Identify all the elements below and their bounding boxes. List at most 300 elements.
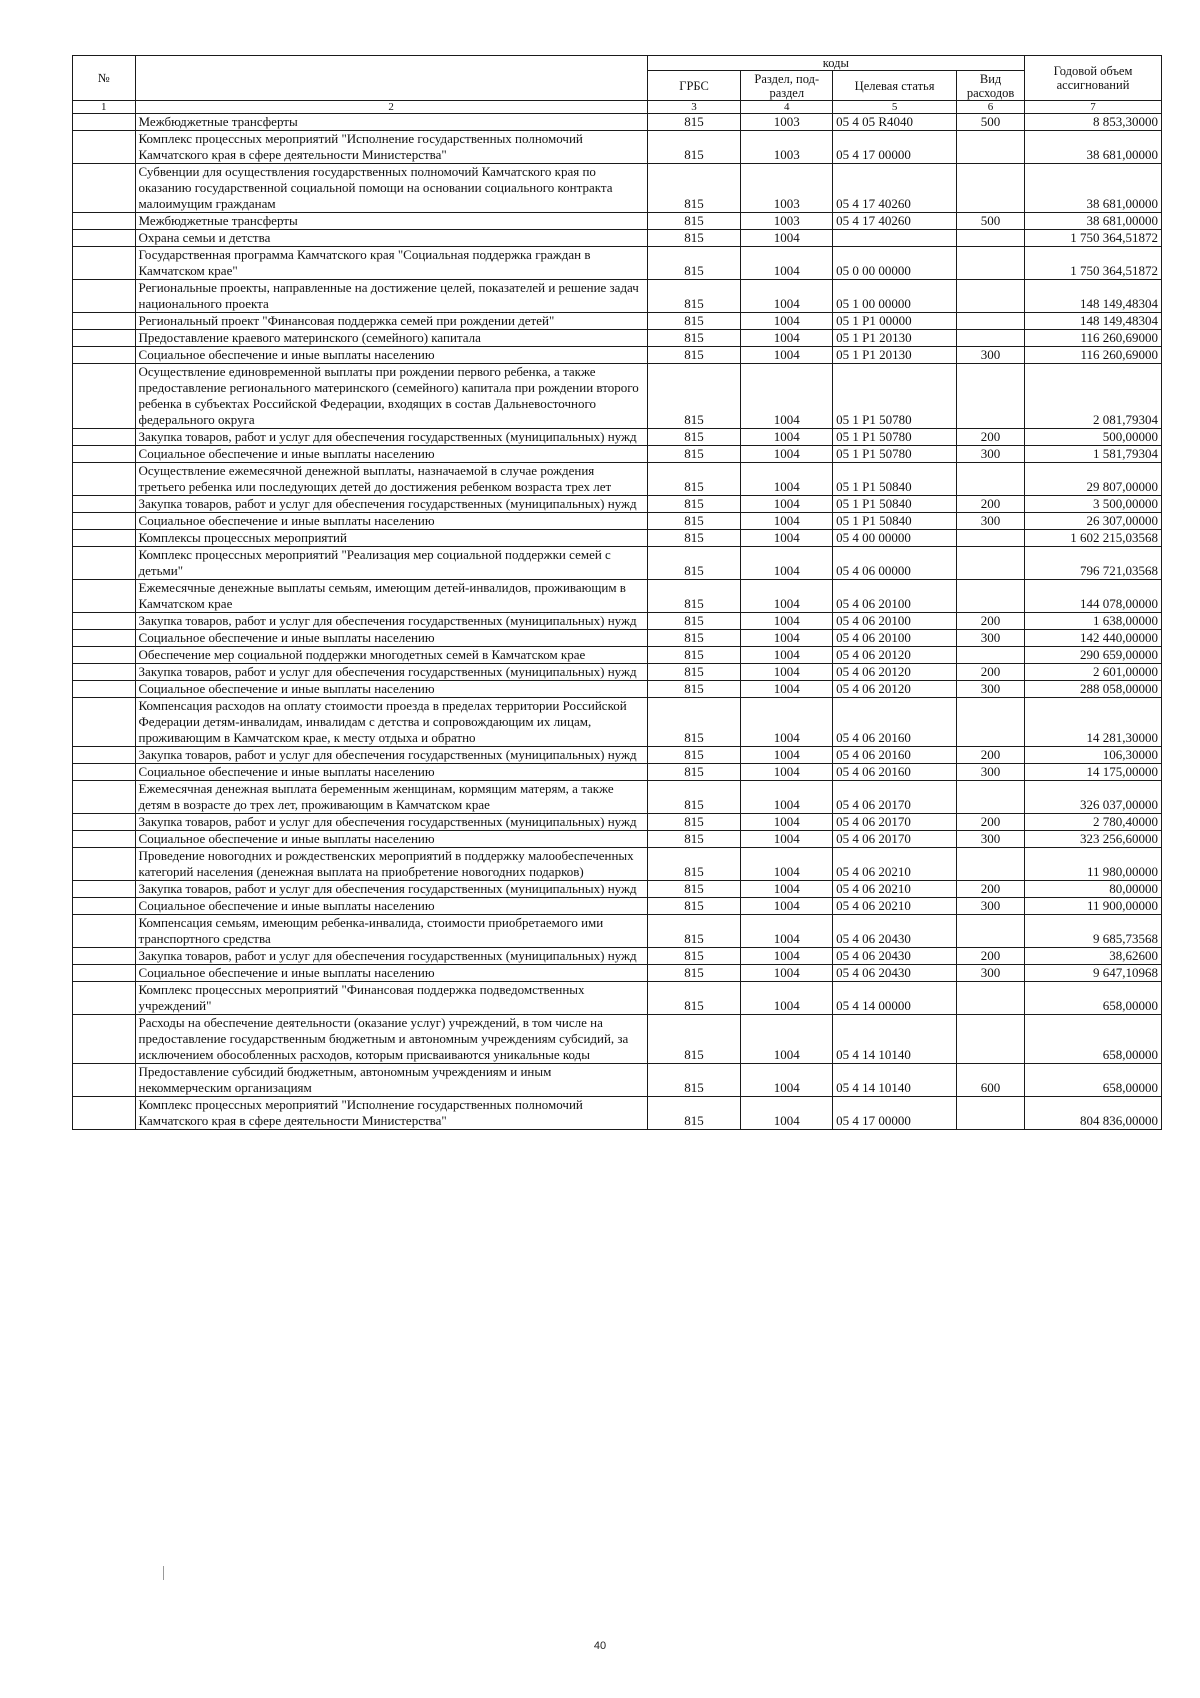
- column-number: 2: [135, 101, 647, 114]
- row-name: Социальное обеспечение и иные выплаты населению: [135, 965, 647, 982]
- row-vid: [957, 580, 1025, 613]
- row-name: Предоставление краевого материнского (семейного) капитала: [135, 330, 647, 347]
- row-target: 05 4 06 20430: [833, 965, 957, 982]
- row-name: Ежемесячная денежная выплата беременным женщинам, кормящим матерям, а также детям в возрасте до трех лет, проживающим в Камчатском крае: [135, 781, 647, 814]
- column-number: 1: [73, 101, 136, 114]
- row-number-cell: [73, 580, 136, 613]
- row-name: Социальное обеспечение и иные выплаты населению: [135, 513, 647, 530]
- row-grbs: 815: [647, 463, 741, 496]
- row-section: 1004: [741, 429, 833, 446]
- table-row: [73, 948, 1162, 965]
- row-name: Обеспечение мер социальной поддержки многодетных семей в Камчатском крае: [135, 647, 647, 664]
- row-section: 1004: [741, 630, 833, 647]
- row-target: 05 1 P1 00000: [833, 313, 957, 330]
- row-vid: 300: [957, 965, 1025, 982]
- table-row: [73, 347, 1162, 364]
- table-row: [73, 698, 1162, 747]
- row-grbs: 815: [647, 513, 741, 530]
- row-section: 1004: [741, 698, 833, 747]
- row-amount: 38 681,00000: [1025, 164, 1162, 213]
- table-row: [73, 681, 1162, 698]
- row-section: 1004: [741, 1015, 833, 1064]
- row-target: 05 4 06 20170: [833, 814, 957, 831]
- row-number-cell: [73, 781, 136, 814]
- row-grbs: 815: [647, 1064, 741, 1097]
- row-number-cell: [73, 347, 136, 364]
- row-number-cell: [73, 463, 136, 496]
- row-target: 05 0 00 00000: [833, 247, 957, 280]
- row-amount: 38 681,00000: [1025, 213, 1162, 230]
- row-vid: 500: [957, 114, 1025, 131]
- row-name: Социальное обеспечение и иные выплаты населению: [135, 446, 647, 463]
- row-amount: 14 175,00000: [1025, 764, 1162, 781]
- row-amount: 1 750 364,51872: [1025, 247, 1162, 280]
- row-name: Государственная программа Камчатского края "Социальная поддержка граждан в Камчатском крае": [135, 247, 647, 280]
- row-amount: 14 281,30000: [1025, 698, 1162, 747]
- row-number-cell: [73, 513, 136, 530]
- row-section: 1004: [741, 280, 833, 313]
- row-grbs: 815: [647, 848, 741, 881]
- row-section: 1004: [741, 513, 833, 530]
- row-target: 05 4 05 R4040: [833, 114, 957, 131]
- row-amount: 38,62600: [1025, 948, 1162, 965]
- row-name: Комплекс процессных мероприятий "Финансовая поддержка подведомственных учреждений": [135, 982, 647, 1015]
- table-row: [73, 463, 1162, 496]
- row-section: 1003: [741, 213, 833, 230]
- table-row: [73, 965, 1162, 982]
- row-name: Расходы на обеспечение деятельности (оказание услуг) учреждений, в том числе на предоставление государственным бюджетным и автономным учреждениям субсидий, за исключением обособленных расходов, которым присваиваются уникальные коды: [135, 1015, 647, 1064]
- row-grbs: 815: [647, 230, 741, 247]
- row-target: 05 1 P1 50780: [833, 446, 957, 463]
- row-name: Предоставление субсидий бюджетным, автономным учреждениям и иным некоммерческим организациям: [135, 1064, 647, 1097]
- row-amount: 2 601,00000: [1025, 664, 1162, 681]
- row-vid: [957, 1015, 1025, 1064]
- row-grbs: 815: [647, 613, 741, 630]
- row-number-cell: [73, 280, 136, 313]
- row-vid: [957, 982, 1025, 1015]
- row-amount: 658,00000: [1025, 982, 1162, 1015]
- row-target: 05 4 06 20100: [833, 630, 957, 647]
- row-section: 1004: [741, 230, 833, 247]
- column-number: 6: [957, 101, 1025, 114]
- row-target: 05 4 06 20120: [833, 647, 957, 664]
- row-target: 05 1 P1 50840: [833, 463, 957, 496]
- row-number-cell: [73, 915, 136, 948]
- column-number: 7: [1025, 101, 1162, 114]
- row-name: Субвенции для осуществления государственных полномочий Камчатского края по оказанию государственной социальной помощи на основании социального контракта малоимущим гражданам: [135, 164, 647, 213]
- table-row: [73, 247, 1162, 280]
- table-row: [73, 1064, 1162, 1097]
- row-vid: [957, 530, 1025, 547]
- table-row: [73, 164, 1162, 213]
- row-number-cell: [73, 747, 136, 764]
- row-amount: 290 659,00000: [1025, 647, 1162, 664]
- row-number-cell: [73, 313, 136, 330]
- header-amount: Годовой объем ассигнований: [1025, 56, 1162, 101]
- row-vid: 600: [957, 1064, 1025, 1097]
- row-target: 05 1 P1 50840: [833, 496, 957, 513]
- row-section: 1004: [741, 915, 833, 948]
- row-name: Социальное обеспечение и иные выплаты населению: [135, 630, 647, 647]
- row-target: 05 4 06 20210: [833, 898, 957, 915]
- row-name: Социальное обеспечение и иные выплаты населению: [135, 347, 647, 364]
- row-grbs: 815: [647, 982, 741, 1015]
- row-section: 1004: [741, 664, 833, 681]
- row-number-cell: [73, 1097, 136, 1130]
- row-target: 05 4 17 00000: [833, 1097, 957, 1130]
- row-name: Осуществление ежемесячной денежной выплаты, назначаемой в случае рождения третьего ребенка или последующих детей до достижения ребенком возраста трех лет: [135, 463, 647, 496]
- row-grbs: 815: [647, 446, 741, 463]
- row-vid: [957, 280, 1025, 313]
- row-amount: 796 721,03568: [1025, 547, 1162, 580]
- row-amount: 148 149,48304: [1025, 280, 1162, 313]
- table-row: [73, 1015, 1162, 1064]
- row-name: Комплексы процессных мероприятий: [135, 530, 647, 547]
- row-number-cell: [73, 164, 136, 213]
- row-amount: 658,00000: [1025, 1064, 1162, 1097]
- row-section: 1004: [741, 247, 833, 280]
- row-vid: [957, 647, 1025, 664]
- table-row: [73, 446, 1162, 463]
- row-vid: 200: [957, 747, 1025, 764]
- table-row: [73, 915, 1162, 948]
- row-target: 05 4 06 20160: [833, 747, 957, 764]
- row-amount: 326 037,00000: [1025, 781, 1162, 814]
- table-row: [73, 280, 1162, 313]
- row-target: 05 4 06 20160: [833, 698, 957, 747]
- row-target: 05 4 00 00000: [833, 530, 957, 547]
- table-row: [73, 764, 1162, 781]
- row-target: 05 4 17 00000: [833, 131, 957, 164]
- row-amount: 8 853,30000: [1025, 114, 1162, 131]
- row-target: 05 4 06 20120: [833, 664, 957, 681]
- table-row: [73, 530, 1162, 547]
- row-grbs: 815: [647, 814, 741, 831]
- row-amount: 80,00000: [1025, 881, 1162, 898]
- row-vid: [957, 781, 1025, 814]
- row-amount: 116 260,69000: [1025, 347, 1162, 364]
- table-row: [73, 213, 1162, 230]
- row-section: 1004: [741, 848, 833, 881]
- row-number-cell: [73, 647, 136, 664]
- row-grbs: 815: [647, 313, 741, 330]
- row-grbs: 815: [647, 781, 741, 814]
- row-grbs: 815: [647, 630, 741, 647]
- row-target: 05 1 P1 20130: [833, 347, 957, 364]
- row-number-cell: [73, 1015, 136, 1064]
- row-amount: 3 500,00000: [1025, 496, 1162, 513]
- row-amount: 2 081,79304: [1025, 364, 1162, 429]
- row-number-cell: [73, 446, 136, 463]
- row-section: 1004: [741, 948, 833, 965]
- row-number-cell: [73, 982, 136, 1015]
- header-number: №: [73, 56, 136, 101]
- row-section: 1004: [741, 463, 833, 496]
- row-grbs: 815: [647, 681, 741, 698]
- row-number-cell: [73, 330, 136, 347]
- row-amount: 288 058,00000: [1025, 681, 1162, 698]
- table-row: [73, 630, 1162, 647]
- row-grbs: 815: [647, 747, 741, 764]
- row-vid: [957, 463, 1025, 496]
- row-grbs: 815: [647, 330, 741, 347]
- row-name: Комплекс процессных мероприятий "Реализация мер социальной поддержки семей с детьми": [135, 547, 647, 580]
- row-name: Осуществление единовременной выплаты при рождении первого ребенка, а также предоставление регионального материнского (семейного) капитала при рождении второго ребенка в субъектах Российской Федерации, входящих в состав Дальневосточного федерального округа: [135, 364, 647, 429]
- table-row: [73, 747, 1162, 764]
- row-grbs: 815: [647, 131, 741, 164]
- row-section: 1004: [741, 831, 833, 848]
- row-amount: 29 807,00000: [1025, 463, 1162, 496]
- table-row: [73, 831, 1162, 848]
- table-row: [73, 330, 1162, 347]
- row-grbs: 815: [647, 213, 741, 230]
- row-target: 05 4 06 20430: [833, 948, 957, 965]
- row-section: 1004: [741, 330, 833, 347]
- row-section: 1004: [741, 347, 833, 364]
- row-vid: [957, 131, 1025, 164]
- row-name: Социальное обеспечение и иные выплаты населению: [135, 764, 647, 781]
- row-vid: 300: [957, 898, 1025, 915]
- row-number-cell: [73, 764, 136, 781]
- row-target: 05 4 06 20210: [833, 848, 957, 881]
- row-number-cell: [73, 698, 136, 747]
- row-name: Закупка товаров, работ и услуг для обеспечения государственных (муниципальных) нужд: [135, 948, 647, 965]
- row-number-cell: [73, 613, 136, 630]
- table-row: [73, 547, 1162, 580]
- row-name: Комплекс процессных мероприятий "Исполнение государственных полномочий Камчатского края в сфере деятельности Министерства": [135, 1097, 647, 1130]
- row-vid: 200: [957, 664, 1025, 681]
- row-target: 05 4 14 10140: [833, 1015, 957, 1064]
- table-row: [73, 647, 1162, 664]
- row-target: 05 1 P1 50840: [833, 513, 957, 530]
- table-row: [73, 131, 1162, 164]
- row-target: 05 1 P1 50780: [833, 429, 957, 446]
- row-number-cell: [73, 664, 136, 681]
- row-amount: 142 440,00000: [1025, 630, 1162, 647]
- row-number-cell: [73, 848, 136, 881]
- row-vid: 200: [957, 948, 1025, 965]
- row-target: 05 4 14 00000: [833, 982, 957, 1015]
- row-amount: 11 900,00000: [1025, 898, 1162, 915]
- row-name: Комплекс процессных мероприятий "Исполнение государственных полномочий Камчатского края в сфере деятельности Министерства": [135, 131, 647, 164]
- header-target: Целевая статья: [833, 71, 957, 101]
- table-row: [73, 513, 1162, 530]
- table-body: [73, 114, 1162, 1130]
- row-number-cell: [73, 948, 136, 965]
- table-row: [73, 313, 1162, 330]
- row-section: 1004: [741, 747, 833, 764]
- column-number-row: [73, 101, 1162, 114]
- table-row: [73, 814, 1162, 831]
- row-vid: [957, 547, 1025, 580]
- row-grbs: 815: [647, 1015, 741, 1064]
- table-row: [73, 664, 1162, 681]
- row-amount: 26 307,00000: [1025, 513, 1162, 530]
- row-amount: 1 638,00000: [1025, 613, 1162, 630]
- row-section: 1004: [741, 1097, 833, 1130]
- row-target: 05 4 06 20210: [833, 881, 957, 898]
- row-amount: 9 647,10968: [1025, 965, 1162, 982]
- table-row: [73, 848, 1162, 881]
- row-name: Закупка товаров, работ и услуг для обеспечения государственных (муниципальных) нужд: [135, 496, 647, 513]
- row-vid: [957, 1097, 1025, 1130]
- row-grbs: 815: [647, 915, 741, 948]
- row-name: Проведение новогодних и рождественских мероприятий в поддержку малообеспеченных категорий населения (денежная выплата на приобретение новогодних подарков): [135, 848, 647, 881]
- row-number-cell: [73, 364, 136, 429]
- row-section: 1004: [741, 446, 833, 463]
- row-amount: 11 980,00000: [1025, 848, 1162, 881]
- row-name: Закупка товаров, работ и услуг для обеспечения государственных (муниципальных) нужд: [135, 429, 647, 446]
- row-grbs: 815: [647, 664, 741, 681]
- row-amount: 323 256,60000: [1025, 831, 1162, 848]
- row-grbs: 815: [647, 580, 741, 613]
- row-grbs: 815: [647, 698, 741, 747]
- row-name: Закупка товаров, работ и услуг для обеспечения государственных (муниципальных) нужд: [135, 664, 647, 681]
- row-target: 05 4 06 20170: [833, 781, 957, 814]
- row-name: Закупка товаров, работ и услуг для обеспечения государственных (муниципальных) нужд: [135, 814, 647, 831]
- table-row: [73, 898, 1162, 915]
- row-target: [833, 230, 957, 247]
- row-number-cell: [73, 630, 136, 647]
- row-number-cell: [73, 496, 136, 513]
- row-amount: 500,00000: [1025, 429, 1162, 446]
- header-name-column: [135, 56, 647, 101]
- row-vid: 300: [957, 831, 1025, 848]
- row-vid: [957, 230, 1025, 247]
- row-target: 05 4 06 00000: [833, 547, 957, 580]
- row-grbs: 815: [647, 496, 741, 513]
- row-name: Ежемесячные денежные выплаты семьям, имеющим детей-инвалидов, проживающим в Камчатском крае: [135, 580, 647, 613]
- row-target: 05 1 P1 50780: [833, 364, 957, 429]
- row-section: 1004: [741, 814, 833, 831]
- row-section: 1004: [741, 364, 833, 429]
- row-vid: 200: [957, 613, 1025, 630]
- row-target: 05 4 06 20120: [833, 681, 957, 698]
- row-name: Социальное обеспечение и иные выплаты населению: [135, 831, 647, 848]
- row-vid: 300: [957, 513, 1025, 530]
- row-target: 05 4 06 20170: [833, 831, 957, 848]
- row-number-cell: [73, 131, 136, 164]
- budget-table: [72, 55, 1162, 1130]
- row-vid: 300: [957, 630, 1025, 647]
- row-number-cell: [73, 429, 136, 446]
- row-vid: 200: [957, 881, 1025, 898]
- table-row: [73, 781, 1162, 814]
- row-grbs: 815: [647, 280, 741, 313]
- row-target: 05 1 00 00000: [833, 280, 957, 313]
- row-section: 1004: [741, 580, 833, 613]
- row-number-cell: [73, 547, 136, 580]
- header-section: Раздел, под-раздел: [741, 71, 833, 101]
- row-amount: 38 681,00000: [1025, 131, 1162, 164]
- row-target: 05 4 06 20100: [833, 580, 957, 613]
- row-number-cell: [73, 530, 136, 547]
- row-grbs: 815: [647, 114, 741, 131]
- table-row: [73, 881, 1162, 898]
- table-row: [73, 982, 1162, 1015]
- row-number-cell: [73, 898, 136, 915]
- row-amount: 1 602 215,03568: [1025, 530, 1162, 547]
- row-grbs: 815: [647, 347, 741, 364]
- row-grbs: 815: [647, 898, 741, 915]
- row-name: Компенсация расходов на оплату стоимости проезда в пределах территории Российской Федерации детям-инвалидам, инвалидам с детства и сопровождающим их лицам, проживающим в Камчатском крае, к месту отдыха и обратно: [135, 698, 647, 747]
- page-number: 40: [593, 1640, 607, 1652]
- row-name: Компенсация семьям, имеющим ребенка-инвалида, стоимости приобретаемого ими транспортного средства: [135, 915, 647, 948]
- row-vid: [957, 247, 1025, 280]
- row-section: 1004: [741, 982, 833, 1015]
- row-target: 05 1 P1 20130: [833, 330, 957, 347]
- row-number-cell: [73, 831, 136, 848]
- row-grbs: 815: [647, 247, 741, 280]
- header-codes: коды: [647, 56, 1024, 71]
- row-target: 05 4 06 20430: [833, 915, 957, 948]
- row-grbs: 815: [647, 364, 741, 429]
- row-amount: 1 581,79304: [1025, 446, 1162, 463]
- header-grbs: ГРБС: [647, 71, 741, 101]
- row-amount: 2 780,40000: [1025, 814, 1162, 831]
- row-amount: 1 750 364,51872: [1025, 230, 1162, 247]
- header-vid: Вид расходов: [957, 71, 1025, 101]
- row-vid: 500: [957, 213, 1025, 230]
- row-target: 05 4 06 20100: [833, 613, 957, 630]
- row-grbs: 815: [647, 164, 741, 213]
- row-section: 1003: [741, 114, 833, 131]
- column-number: 5: [833, 101, 957, 114]
- row-grbs: 815: [647, 429, 741, 446]
- row-vid: 300: [957, 446, 1025, 463]
- row-grbs: 815: [647, 764, 741, 781]
- row-amount: 148 149,48304: [1025, 313, 1162, 330]
- row-amount: 144 078,00000: [1025, 580, 1162, 613]
- budget-sheet: [72, 55, 1162, 1130]
- row-number-cell: [73, 114, 136, 131]
- row-vid: 300: [957, 681, 1025, 698]
- row-vid: [957, 915, 1025, 948]
- row-section: 1004: [741, 898, 833, 915]
- row-section: 1004: [741, 647, 833, 664]
- row-grbs: 815: [647, 547, 741, 580]
- row-name: Социальное обеспечение и иные выплаты населению: [135, 898, 647, 915]
- row-name: Закупка товаров, работ и услуг для обеспечения государственных (муниципальных) нужд: [135, 881, 647, 898]
- row-grbs: 815: [647, 1097, 741, 1130]
- row-grbs: 815: [647, 881, 741, 898]
- row-section: 1003: [741, 131, 833, 164]
- row-vid: 200: [957, 429, 1025, 446]
- row-amount: 116 260,69000: [1025, 330, 1162, 347]
- row-name: Региональные проекты, направленные на достижение целей, показателей и решение задач национального проекта: [135, 280, 647, 313]
- row-name: Охрана семьи и детства: [135, 230, 647, 247]
- row-vid: [957, 698, 1025, 747]
- margin-mark: [163, 1566, 164, 1580]
- row-number-cell: [73, 965, 136, 982]
- row-section: 1004: [741, 496, 833, 513]
- table-row: [73, 114, 1162, 131]
- row-section: 1004: [741, 965, 833, 982]
- column-number: 4: [741, 101, 833, 114]
- table-row: [73, 364, 1162, 429]
- row-vid: [957, 364, 1025, 429]
- row-grbs: 815: [647, 530, 741, 547]
- row-number-cell: [73, 1064, 136, 1097]
- row-name: Региональный проект "Финансовая поддержка семей при рождении детей": [135, 313, 647, 330]
- row-name: Закупка товаров, работ и услуг для обеспечения государственных (муниципальных) нужд: [135, 613, 647, 630]
- row-section: 1004: [741, 681, 833, 698]
- row-name: Закупка товаров, работ и услуг для обеспечения государственных (муниципальных) нужд: [135, 747, 647, 764]
- row-vid: 200: [957, 496, 1025, 513]
- table-row: [73, 230, 1162, 247]
- row-grbs: 815: [647, 647, 741, 664]
- row-number-cell: [73, 213, 136, 230]
